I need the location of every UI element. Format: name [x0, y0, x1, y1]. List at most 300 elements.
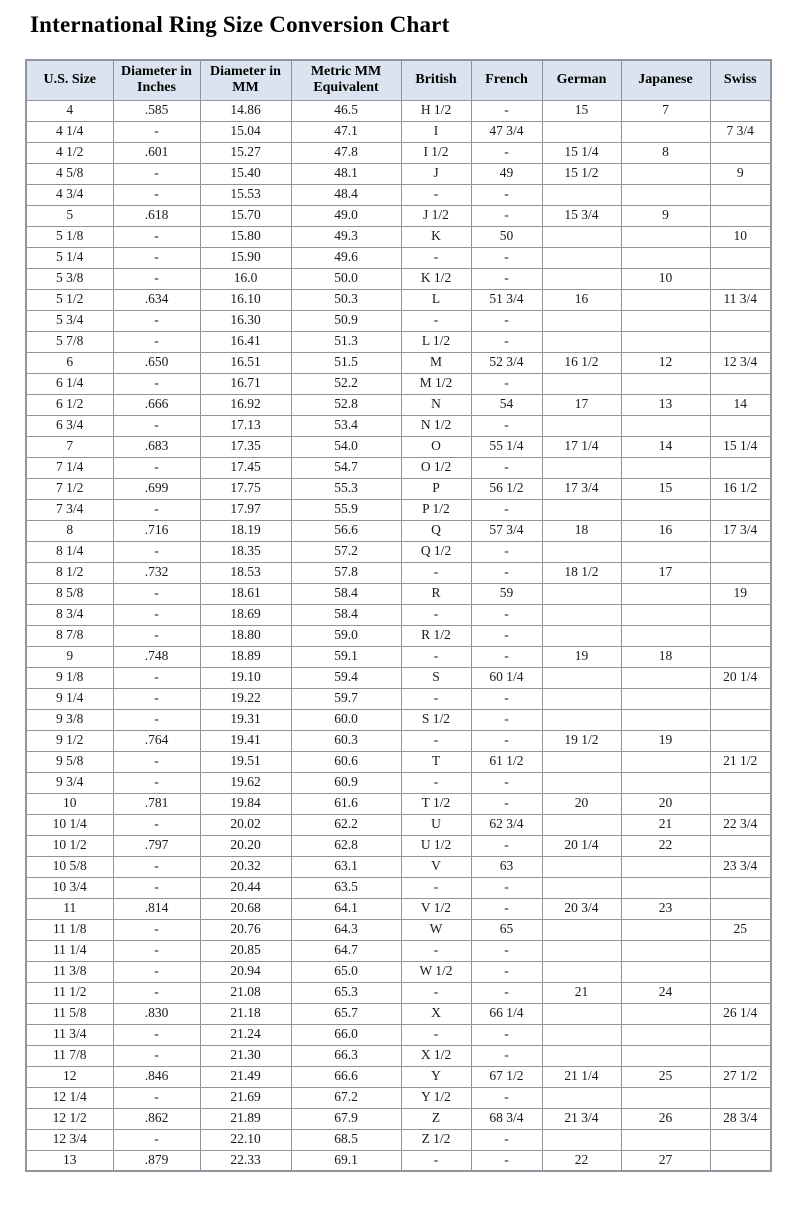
table-row [26, 1108, 771, 1129]
table-cell: 17 3/4 [710, 520, 771, 541]
table-cell: 11 1/2 [26, 982, 113, 1003]
table-cell: 4 [26, 100, 113, 121]
table-cell: 19 [621, 730, 710, 751]
table-cell [621, 415, 710, 436]
table-cell: 12 1/2 [26, 1108, 113, 1129]
column-header: Swiss [710, 60, 771, 100]
table-cell [621, 1129, 710, 1150]
table-cell: .716 [113, 520, 200, 541]
table-cell [710, 373, 771, 394]
table-cell: 21.30 [200, 1045, 291, 1066]
table-cell: 27 [621, 1150, 710, 1171]
table-cell: 17.45 [200, 457, 291, 478]
table-cell: - [401, 184, 471, 205]
table-cell: - [471, 688, 542, 709]
table-row [26, 793, 771, 814]
table-cell: 64.7 [291, 940, 401, 961]
table-cell: - [471, 562, 542, 583]
table-cell: 14.86 [200, 100, 291, 121]
table-cell [710, 961, 771, 982]
table-cell: 20.76 [200, 919, 291, 940]
table-cell: - [401, 646, 471, 667]
table-cell: - [471, 604, 542, 625]
table-cell: 5 7/8 [26, 331, 113, 352]
table-cell [542, 1024, 621, 1045]
table-cell: 55 1/4 [471, 436, 542, 457]
table-cell: - [471, 961, 542, 982]
table-cell: 17.75 [200, 478, 291, 499]
table-cell: 59.4 [291, 667, 401, 688]
table-cell: 50.9 [291, 310, 401, 331]
table-cell [621, 331, 710, 352]
table-cell: 20.68 [200, 898, 291, 919]
table-cell: 18.61 [200, 583, 291, 604]
table-cell: 20.94 [200, 961, 291, 982]
table-cell: 20 [621, 793, 710, 814]
table-cell: 26 [621, 1108, 710, 1129]
table-cell: - [471, 331, 542, 352]
table-cell: - [113, 457, 200, 478]
table-cell: 62 3/4 [471, 814, 542, 835]
table-cell: 9 5/8 [26, 751, 113, 772]
table-cell [710, 247, 771, 268]
table-cell: J [401, 163, 471, 184]
table-cell: 20.44 [200, 877, 291, 898]
table-cell: - [113, 1087, 200, 1108]
table-cell: 69.1 [291, 1150, 401, 1171]
column-header: British [401, 60, 471, 100]
table-cell: X [401, 1003, 471, 1024]
table-cell [710, 310, 771, 331]
table-cell: 15 1/4 [542, 142, 621, 163]
table-cell: 19 1/2 [542, 730, 621, 751]
table-cell [542, 667, 621, 688]
table-row [26, 100, 771, 121]
table-cell: 14 [710, 394, 771, 415]
table-cell: O [401, 436, 471, 457]
table-row [26, 772, 771, 793]
table-cell: P 1/2 [401, 499, 471, 520]
table-row [26, 289, 771, 310]
table-cell: Z [401, 1108, 471, 1129]
table-cell: - [113, 919, 200, 940]
table-cell: - [471, 310, 542, 331]
column-header: U.S. Size [26, 60, 113, 100]
table-row [26, 394, 771, 415]
table-cell [621, 499, 710, 520]
table-cell: - [113, 373, 200, 394]
table-cell: 20 3/4 [542, 898, 621, 919]
table-cell: - [113, 940, 200, 961]
table-cell: 51 3/4 [471, 289, 542, 310]
table-cell: 19 [710, 583, 771, 604]
table-cell: 16 1/2 [542, 352, 621, 373]
table-cell: J 1/2 [401, 205, 471, 226]
table-cell [542, 709, 621, 730]
table-cell [621, 184, 710, 205]
table-row [26, 1150, 771, 1171]
table-cell: 23 [621, 898, 710, 919]
table-cell [710, 1129, 771, 1150]
table-row [26, 478, 771, 499]
table-cell: 47 3/4 [471, 121, 542, 142]
table-cell: 5 1/4 [26, 247, 113, 268]
table-cell: 9 [710, 163, 771, 184]
table-cell: - [113, 877, 200, 898]
table-row [26, 1066, 771, 1087]
table-cell: 61.6 [291, 793, 401, 814]
table-cell [621, 688, 710, 709]
table-cell: 18.89 [200, 646, 291, 667]
table-cell: 15 3/4 [542, 205, 621, 226]
table-cell [542, 310, 621, 331]
table-cell [542, 121, 621, 142]
table-row [26, 898, 771, 919]
table-cell: Y 1/2 [401, 1087, 471, 1108]
table-row [26, 415, 771, 436]
table-cell [542, 373, 621, 394]
table-cell: 16.92 [200, 394, 291, 415]
table-cell [710, 877, 771, 898]
table-cell: 11 1/4 [26, 940, 113, 961]
table-cell: 16.0 [200, 268, 291, 289]
table-cell: - [471, 499, 542, 520]
table-cell [542, 772, 621, 793]
table-cell: - [113, 268, 200, 289]
table-cell [710, 100, 771, 121]
table-cell: 9 1/2 [26, 730, 113, 751]
table-cell: .814 [113, 898, 200, 919]
table-row [26, 373, 771, 394]
table-cell: 8 3/4 [26, 604, 113, 625]
table-row [26, 877, 771, 898]
table-cell: 10 5/8 [26, 856, 113, 877]
table-cell: K 1/2 [401, 268, 471, 289]
table-cell: Q [401, 520, 471, 541]
table-cell: - [401, 1150, 471, 1171]
table-cell: 66.6 [291, 1066, 401, 1087]
table-cell: Z 1/2 [401, 1129, 471, 1150]
table-cell: - [471, 1045, 542, 1066]
table-cell [621, 625, 710, 646]
table-cell: 19.62 [200, 772, 291, 793]
table-cell: 25 [621, 1066, 710, 1087]
table-cell: 60 1/4 [471, 667, 542, 688]
table-cell: 6 3/4 [26, 415, 113, 436]
table-cell: - [113, 625, 200, 646]
table-cell: 4 5/8 [26, 163, 113, 184]
table-cell: - [471, 247, 542, 268]
table-row [26, 184, 771, 205]
table-row [26, 709, 771, 730]
table-cell: 58.4 [291, 583, 401, 604]
table-cell: 23 3/4 [710, 856, 771, 877]
table-cell: 16.51 [200, 352, 291, 373]
table-row [26, 1045, 771, 1066]
table-cell: 8 1/2 [26, 562, 113, 583]
table-cell [621, 1087, 710, 1108]
table-cell: W 1/2 [401, 961, 471, 982]
table-cell: - [401, 310, 471, 331]
table-cell: 9 [621, 205, 710, 226]
table-cell [621, 856, 710, 877]
table-cell [621, 226, 710, 247]
table-cell: 12 [621, 352, 710, 373]
table-cell: 52 3/4 [471, 352, 542, 373]
table-cell: 17.35 [200, 436, 291, 457]
table-cell: 47.8 [291, 142, 401, 163]
table-cell [621, 667, 710, 688]
table-cell: 56 1/2 [471, 478, 542, 499]
table-cell: .764 [113, 730, 200, 751]
table-row [26, 1129, 771, 1150]
table-cell: 19.41 [200, 730, 291, 751]
table-cell [542, 877, 621, 898]
table-cell: - [113, 961, 200, 982]
table-cell: 19.22 [200, 688, 291, 709]
table-cell [542, 1003, 621, 1024]
table-cell: - [113, 667, 200, 688]
table-cell [542, 961, 621, 982]
table-cell: 10 [710, 226, 771, 247]
table-cell: 10 3/4 [26, 877, 113, 898]
table-cell: 19.51 [200, 751, 291, 772]
table-cell: - [401, 1024, 471, 1045]
table-cell: 68.5 [291, 1129, 401, 1150]
table-cell: - [401, 940, 471, 961]
table-row [26, 1024, 771, 1045]
table-cell: 8 5/8 [26, 583, 113, 604]
table-cell: 55.3 [291, 478, 401, 499]
table-cell: I 1/2 [401, 142, 471, 163]
table-cell: - [471, 1087, 542, 1108]
table-cell: 22.10 [200, 1129, 291, 1150]
table-cell: - [471, 268, 542, 289]
table-cell: 18 [621, 646, 710, 667]
table-cell: 21.69 [200, 1087, 291, 1108]
table-row [26, 226, 771, 247]
table-cell: - [401, 730, 471, 751]
table-cell: 18.53 [200, 562, 291, 583]
table-cell [621, 583, 710, 604]
table-cell [542, 226, 621, 247]
table-cell: 18 1/2 [542, 562, 621, 583]
table-cell: 11 3/8 [26, 961, 113, 982]
table-cell: - [113, 688, 200, 709]
table-cell: - [113, 856, 200, 877]
table-cell [621, 373, 710, 394]
table-cell: 21 [542, 982, 621, 1003]
table-cell: 8 [26, 520, 113, 541]
table-cell: 15 1/4 [710, 436, 771, 457]
table-cell: 19.84 [200, 793, 291, 814]
table-cell: 16 1/2 [710, 478, 771, 499]
table-cell: 7 1/4 [26, 457, 113, 478]
table-cell: 57.2 [291, 541, 401, 562]
table-cell: - [113, 1024, 200, 1045]
table-cell: 4 3/4 [26, 184, 113, 205]
table-cell: 18.19 [200, 520, 291, 541]
table-cell: - [113, 184, 200, 205]
table-cell: .732 [113, 562, 200, 583]
table-cell [542, 940, 621, 961]
table-cell [710, 331, 771, 352]
table-cell: W [401, 919, 471, 940]
table-cell: - [113, 982, 200, 1003]
table-cell: 65 [471, 919, 542, 940]
table-cell [542, 415, 621, 436]
table-cell [710, 688, 771, 709]
table-cell: M 1/2 [401, 373, 471, 394]
table-cell: 12 1/4 [26, 1087, 113, 1108]
table-cell: - [471, 898, 542, 919]
table-cell: .748 [113, 646, 200, 667]
table-cell: M [401, 352, 471, 373]
table-row [26, 814, 771, 835]
table-cell: 22 [542, 1150, 621, 1171]
table-cell: .650 [113, 352, 200, 373]
table-cell: 21.18 [200, 1003, 291, 1024]
table-cell: R 1/2 [401, 625, 471, 646]
table-cell: 65.3 [291, 982, 401, 1003]
table-cell: 51.3 [291, 331, 401, 352]
table-cell: 21 1/4 [542, 1066, 621, 1087]
table-cell: 5 3/4 [26, 310, 113, 331]
table-body [26, 100, 771, 1171]
column-header: Diameter in Inches [113, 60, 200, 100]
table-cell: 48.4 [291, 184, 401, 205]
table-cell: 17 [542, 394, 621, 415]
column-header: Japanese [621, 60, 710, 100]
table-cell: 49.6 [291, 247, 401, 268]
table-cell: 64.1 [291, 898, 401, 919]
table-cell: H 1/2 [401, 100, 471, 121]
table-cell: Y [401, 1066, 471, 1087]
table-cell: - [401, 772, 471, 793]
table-cell: 58.4 [291, 604, 401, 625]
table-cell: 10 [621, 268, 710, 289]
table-cell: 18 [542, 520, 621, 541]
table-cell: 4 1/2 [26, 142, 113, 163]
table-cell: - [113, 247, 200, 268]
table-cell: - [113, 331, 200, 352]
table-cell: 16 [621, 520, 710, 541]
table-cell: 60.6 [291, 751, 401, 772]
table-cell [710, 730, 771, 751]
table-cell: - [471, 940, 542, 961]
table-cell: 52.8 [291, 394, 401, 415]
table-cell: 10 [26, 793, 113, 814]
table-cell: 6 [26, 352, 113, 373]
table-cell: 14 [621, 436, 710, 457]
table-cell [542, 814, 621, 835]
table-cell: - [401, 688, 471, 709]
table-cell: - [471, 1024, 542, 1045]
table-cell: V [401, 856, 471, 877]
table-cell: - [113, 583, 200, 604]
table-cell: U 1/2 [401, 835, 471, 856]
table-cell [621, 457, 710, 478]
table-cell: 18.80 [200, 625, 291, 646]
table-cell: 21 [621, 814, 710, 835]
table-cell: 15 1/2 [542, 163, 621, 184]
table-cell: 20.20 [200, 835, 291, 856]
table-cell: 63.1 [291, 856, 401, 877]
table-cell: T 1/2 [401, 793, 471, 814]
table-cell: .699 [113, 478, 200, 499]
table-row [26, 961, 771, 982]
table-cell: 5 1/8 [26, 226, 113, 247]
table-cell: O 1/2 [401, 457, 471, 478]
table-cell: 67 1/2 [471, 1066, 542, 1087]
table-cell: 13 [26, 1150, 113, 1171]
table-cell: - [113, 121, 200, 142]
table-row [26, 940, 771, 961]
table-cell: 57.8 [291, 562, 401, 583]
table-cell [542, 625, 621, 646]
table-cell: 22 3/4 [710, 814, 771, 835]
table-cell [621, 541, 710, 562]
table-cell: 20 1/4 [710, 667, 771, 688]
table-cell: 63.5 [291, 877, 401, 898]
table-cell: 53.4 [291, 415, 401, 436]
table-cell: - [113, 499, 200, 520]
table-cell: 16.10 [200, 289, 291, 310]
table-cell: 7 3/4 [710, 121, 771, 142]
table-row [26, 121, 771, 142]
table-cell: 50 [471, 226, 542, 247]
table-cell [621, 1024, 710, 1045]
column-header: German [542, 60, 621, 100]
table-row [26, 457, 771, 478]
table-cell: - [471, 415, 542, 436]
table-cell: 46.5 [291, 100, 401, 121]
table-cell [542, 1045, 621, 1066]
table-row [26, 1003, 771, 1024]
table-cell [710, 415, 771, 436]
table-cell: - [471, 877, 542, 898]
table-cell: 18.35 [200, 541, 291, 562]
table-cell [621, 1003, 710, 1024]
table-row [26, 919, 771, 940]
table-cell: 20.85 [200, 940, 291, 961]
table-cell: 4 1/4 [26, 121, 113, 142]
table-cell [710, 1087, 771, 1108]
table-cell: 68 3/4 [471, 1108, 542, 1129]
table-row [26, 688, 771, 709]
table-cell: - [113, 415, 200, 436]
table-cell: 15.04 [200, 121, 291, 142]
table-cell: 21 3/4 [542, 1108, 621, 1129]
table-cell: 66.0 [291, 1024, 401, 1045]
table-cell: 6 1/2 [26, 394, 113, 415]
table-cell: .634 [113, 289, 200, 310]
table-cell: 62.2 [291, 814, 401, 835]
table-cell: 11 7/8 [26, 1045, 113, 1066]
table-cell: 7 1/2 [26, 478, 113, 499]
table-cell: T [401, 751, 471, 772]
table-cell [542, 604, 621, 625]
table-cell: 16.41 [200, 331, 291, 352]
table-cell: 59.7 [291, 688, 401, 709]
table-cell: - [401, 604, 471, 625]
table-row [26, 205, 771, 226]
table-cell: 26 1/4 [710, 1003, 771, 1024]
table-cell: 9 1/8 [26, 667, 113, 688]
table-cell: 52.2 [291, 373, 401, 394]
table-cell: - [113, 163, 200, 184]
table-cell: - [471, 457, 542, 478]
